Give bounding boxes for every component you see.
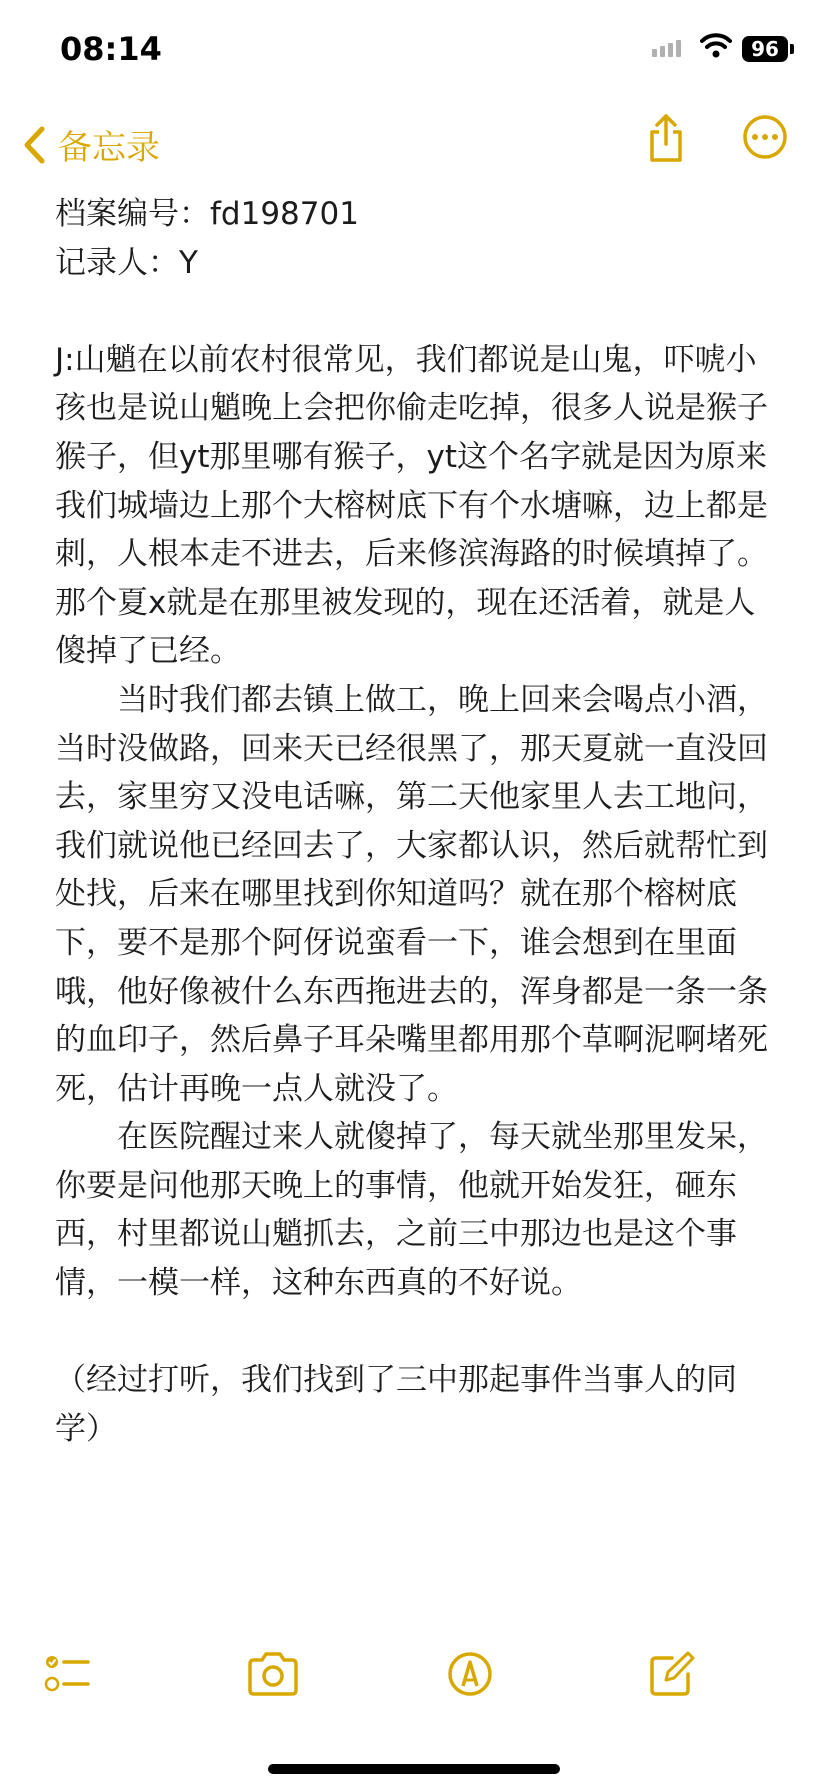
back-label: 备忘录 (58, 128, 160, 168)
note-paragraph: 在医院醒过来人就傻掉了，每天就坐那里发呆，你要是问他那天晚上的事情，他就开始发狂，砸东西，村里都说山魈抓去，之前三中那边也是这个事情，一模一样，这种东西真的不好说。 (55, 1119, 768, 1302)
camera-button[interactable] (246, 1650, 300, 1702)
share-button[interactable] (646, 112, 686, 168)
wifi-icon (700, 32, 732, 62)
checklist-button[interactable] (44, 1650, 92, 1702)
note-body[interactable] (55, 190, 780, 1453)
share-icon (646, 112, 686, 164)
status-time: 08:14 (60, 30, 162, 68)
note-line-archive-id: 档案编号：fd198701 (55, 196, 359, 232)
note-paragraph: 当时我们都去镇上做工，晚上回来会喝点小酒，当时没做路，回来天已经很黑了，那天夏就一直没回去，家里穷又没电话嘛，第二天他家里人去工地问，我们就说他已经回去了，大家都认识，然后就帮忙到处找，后来在哪里找到你知道吗？就在那个榕树底下，要不是那个阿伢说蛮看一下，谁会想到在里面哦，他好像被什么东西拖进去的，浑身都是一条一条的血印子，然后鼻子耳朵嘴里都用那个草啊泥啊堵死死，估计再晚一点人就没了。 (55, 681, 768, 1107)
home-indicator[interactable] (268, 1764, 560, 1774)
nav-bar (0, 100, 828, 190)
compose-button[interactable] (648, 1650, 696, 1702)
chevron-left-icon (22, 126, 46, 164)
battery-tip (790, 44, 794, 54)
battery-icon: 96 (742, 36, 788, 62)
note-paragraph: （经过打听，我们找到了三中那起事件当事人的同学） (55, 1362, 737, 1447)
more-icon (742, 114, 788, 160)
back-button[interactable] (22, 120, 160, 169)
status-bar (0, 0, 828, 100)
note-paragraph: J:山魈在以前农村很常见，我们都说是山鬼，吓唬小孩也是说山魈晚上会把你偷走吃掉，很多人说是猴子猴子，但yt那里哪有猴子，yt这个名字就是因为原来我们城墙边上那个大榕树底下有个水塘嘛，边上都是刺，人根本走不进去，后来修滨海路的时候填掉了。那个夏x就是在那里被发现的，现在还活着，就是人傻掉了已经。 (55, 341, 768, 670)
bottom-toolbar (0, 1640, 828, 1720)
camera-icon (246, 1650, 300, 1698)
compose-icon (648, 1650, 696, 1698)
note-line-recorder: 记录人：Y (55, 244, 198, 281)
note-blank-line (55, 287, 780, 336)
markup-button[interactable] (446, 1650, 494, 1702)
note-blank-line (55, 1308, 780, 1357)
more-button[interactable] (742, 114, 788, 164)
signal-icon (652, 40, 681, 57)
markup-icon (446, 1650, 494, 1698)
checklist-icon (44, 1650, 92, 1698)
